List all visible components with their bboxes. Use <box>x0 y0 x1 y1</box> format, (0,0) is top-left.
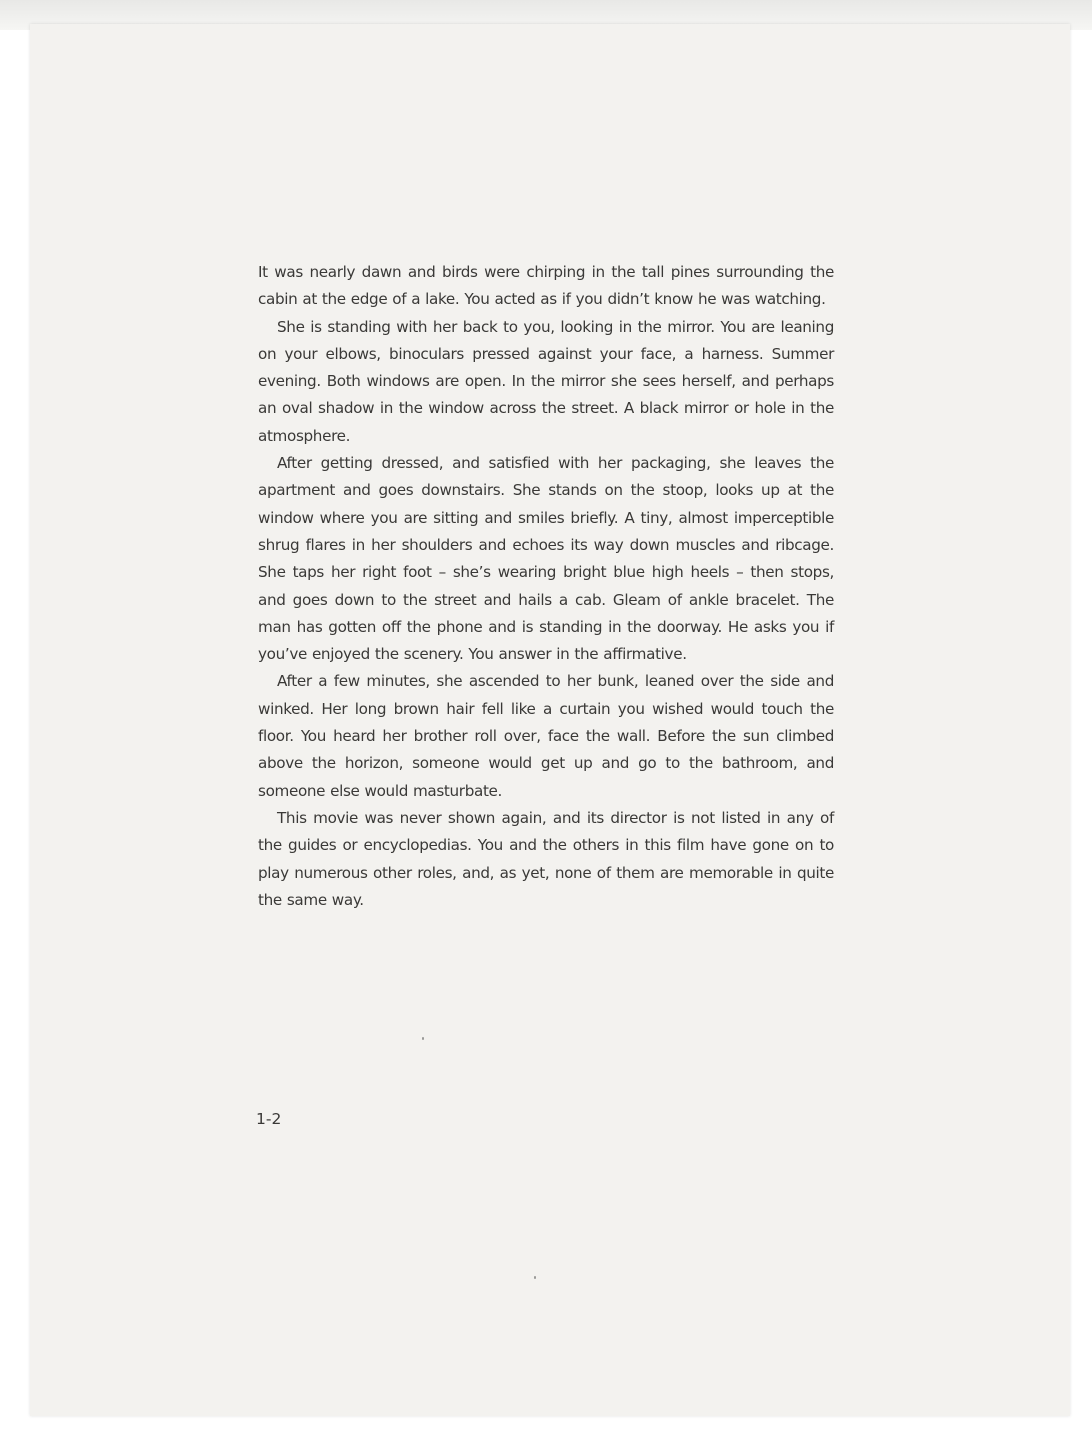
paper-sheet <box>30 24 1070 1416</box>
paragraph-3: After getting dressed, and satisfied with her packaging, she leaves the apartment and goes downstairs. She stands on the stoop, looks up at the window where you are sitting and smiles briefly. A tiny, almost imperceptible shrug flares in her shoulders and echoes its way down muscles and ribcage. She taps her right foot – she’s wearing bright blue high heels – then stops, and goes down to the street and hails a cab. Gleam of ankle bracelet. The man has gotten off the phone and is standing in the doorway. He asks you if you’ve enjoyed the scenery. You answer in the affirmative. <box>258 454 834 664</box>
body-text <box>258 259 834 914</box>
paragraph-4: After a few minutes, she ascended to her bunk, leaned over the side and winked. Her long brown hair fell like a curtain you wished would touch the floor. You heard her brother roll over, face the wall. Before the sun climbed above the horizon, someone would get up and go to the bathroom, and someone else would masturbate. <box>258 672 834 800</box>
paragraph-2: She is standing with her back to you, looking in the mirror. You are leaning on your elbows, binoculars pressed against your face, a harness. Summer evening. Both windows are open. In the mirror she sees herself, and perhaps an oval shadow in the window across the street. A black mirror or hole in the atmosphere. <box>258 317 834 445</box>
paragraph-1: It was nearly dawn and birds were chirping in the tall pines surrounding the cabin at the edge of a lake. You acted as if you didn’t know he was watching. <box>258 263 834 309</box>
paper-speck <box>534 1276 536 1279</box>
paragraph-5: This movie was never shown again, and its director is not listed in any of the guides or encyclopedias. You and the others in this film have gone on to play numerous other roles, and, as yet, none of them are memorable in quite the same way. <box>258 808 834 909</box>
paper-speck <box>422 1037 424 1040</box>
page-number: 1-2 <box>256 1110 282 1128</box>
